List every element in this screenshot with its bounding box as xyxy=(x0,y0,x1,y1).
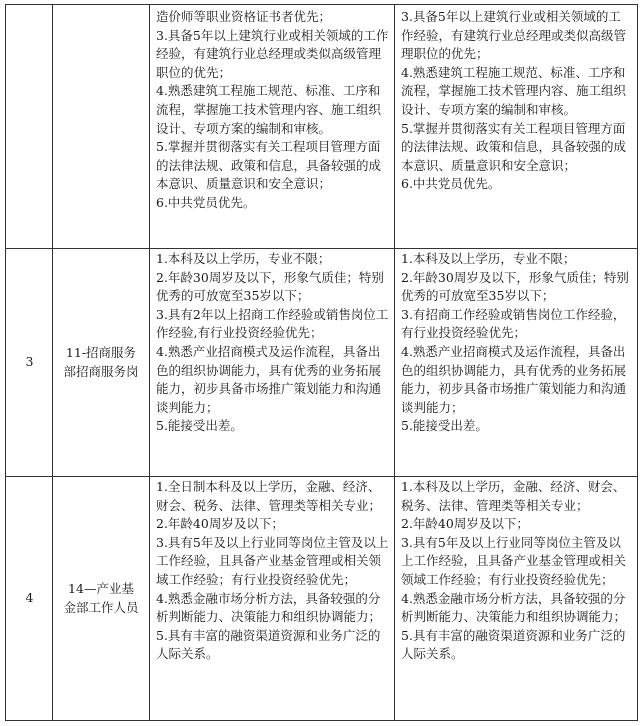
requirements-table xyxy=(5,4,638,721)
requirement-item: 4.熟悉建筑工程施工规范、标准、工序和流程，掌握施工技术管理内容、施工组织设计、专项方案的编制和审核。 xyxy=(401,64,627,117)
requirement-item: 1.全日制本科及以上学历，金融、经济、财会、税务、法律、管理类等相关专业； xyxy=(156,479,382,513)
requirement-item: 1.本科及以上学历，金融、经济、财会、税务、法律、管理类等相关专业； xyxy=(401,479,626,513)
requirement-item: 3.具备5年以上建筑行业或相关领域的工作经验，有建筑行业总经理或类似高级管理职位的优先； xyxy=(156,27,389,80)
requirement-item: 5.掌握并贯彻落实有关工程项目管理方面的法律法规、政策和信息，具备较强的成本意识、质量意识和安全意识； xyxy=(401,120,627,173)
requirement-item: 3.具有5年及以上行业同等岗位主管及以上工作经验，且具备产业基金管理或相关领域工作经验；有行业投资经验优先； xyxy=(401,534,627,587)
position-title: 14—产业基金部工作人员 xyxy=(53,477,150,721)
requirement-item: 2.年龄40周岁及以下； xyxy=(156,516,284,532)
row-number xyxy=(6,5,53,249)
requirements-revised xyxy=(395,249,638,477)
requirement-item: 1.本科及以上学历，专业不限； xyxy=(156,251,331,266)
requirement-item: 2.年龄30周岁及以下，形象气质佳；特别优秀的可放宽至35岁以下； xyxy=(401,269,629,304)
requirement-item: 4.熟悉金融市场分析方法，具备较强的分析判断能力、决策能力和组织协调能力； xyxy=(401,590,627,625)
requirement-item: 4.熟悉产业招商模式及运作流程，具备出色的组织协调能力，具有优秀的业务拓展能力，初步具备市场推广策划能力和沟通谈判能力； xyxy=(401,343,627,415)
requirement-item: 2.年龄40周岁及以下； xyxy=(401,516,529,532)
requirement-item: 3.有招商工作经验或销售岗位工作经验，有行业投资经验优先； xyxy=(401,306,626,341)
requirement-item: 3.具备5年以上建筑行业或相关领域的工作经验，有建筑行业总经理或类似高级管理职位的优先； xyxy=(401,9,627,62)
requirement-item: 1.本科及以上学历，专业不限； xyxy=(401,251,576,266)
row-number: 3 xyxy=(6,249,53,477)
requirement-item: 5.能接受出差。 xyxy=(401,418,488,434)
requirements-original xyxy=(150,249,395,477)
requirements-revised xyxy=(395,5,638,249)
position-title xyxy=(53,5,150,249)
table-row xyxy=(6,249,638,477)
table-row xyxy=(6,477,638,721)
requirement-item: 6.中共党员优先。 xyxy=(156,194,256,210)
position-title: 11-招商服务部招商服务岗 xyxy=(53,249,150,477)
requirement-item: 4.熟悉金融市场分析方法，具备较强的分析判断能力、决策能力和组织协调能力； xyxy=(156,590,382,625)
requirement-item: 5.能接受出差。 xyxy=(156,418,243,434)
requirement-item: 5.掌握并贯彻落实有关工程项目管理方面的法律法规、政策和信息，具备较强的成本意识、质量意识和安全意识； xyxy=(156,139,382,192)
requirement-item: 4.熟悉产业招商模式及运作流程，具备出色的组织协调能力，具有优秀的业务拓展能力，初步具备市场推广策划能力和沟通谈判能力； xyxy=(156,343,382,415)
requirements-revised xyxy=(395,477,638,721)
table-row-continued xyxy=(6,5,638,249)
requirement-item: 6.中共党员优先。 xyxy=(401,176,501,192)
row-number: 4 xyxy=(6,477,53,721)
requirements-original xyxy=(150,477,395,721)
requirement-item: 3.具有5年及以上行业同等岗位主管及以上工作经验，且具备产业基金管理或相关领域工作经验；有行业投资经验优先； xyxy=(156,534,389,587)
requirement-item: 3.具有2年以上招商工作经验或销售岗位工作经验,有行业投资经验优先； xyxy=(156,306,389,341)
requirements-original xyxy=(150,5,395,249)
requirement-item: 5.具有丰富的融资渠道资源和业务广泛的人际关系。 xyxy=(156,627,381,662)
requirement-item: 4.熟悉建筑工程施工规范、标准、工序和流程，掌握施工技术管理内容、施工组织设计、专项方案的编制和审核。 xyxy=(156,83,382,136)
requirement-item: 造价师等职业资格证书者优先； xyxy=(156,9,332,24)
requirement-item: 2.年龄30周岁及以下，形象气质佳；特别优秀的可放宽至35岁以下； xyxy=(156,269,384,304)
requirement-item: 5.具有丰富的融资渠道资源和业务广泛的人际关系。 xyxy=(401,627,626,662)
